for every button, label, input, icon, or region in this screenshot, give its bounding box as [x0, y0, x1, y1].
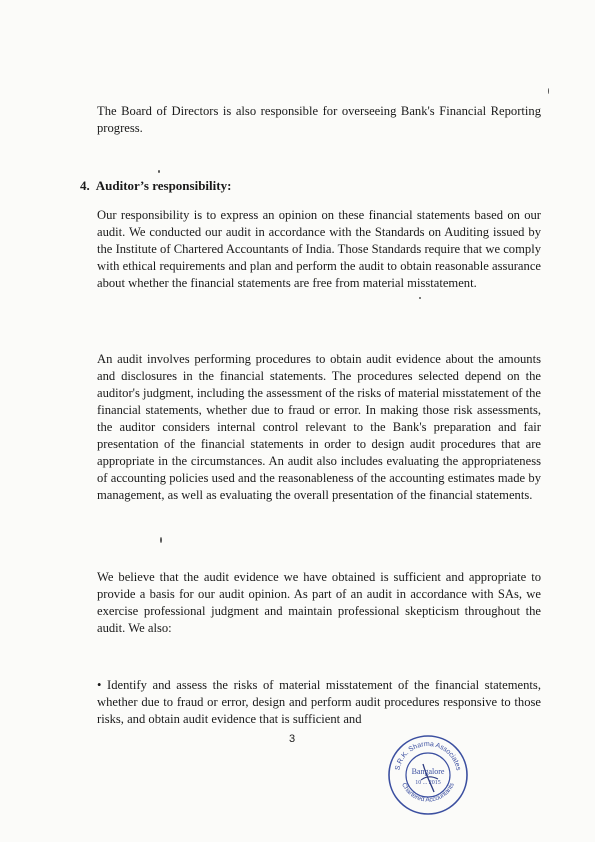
seal-ring-text: S.R.K. Sharma Associates	[394, 740, 462, 772]
bullet-text: Identify and assess the risks of material misstatement of the financial statements, whether due to fraud or error, design and perform audit procedures responsive to those risks, and obtain audit evidence that is sufficient and	[97, 678, 541, 726]
scan-speck	[160, 537, 162, 543]
seal-center-code: 10 ... 2015	[415, 780, 441, 786]
audit-evidence-paragraph: We believe that the audit evidence we have obtained is sufficient and appropriate to provide a basis for our audit opinion. As part of an audit in accordance with SAs, we exercise professional judgment and maintain professional skepticism throughout the audit. We also:	[97, 570, 541, 635]
seal-center-city: Bangalore	[411, 767, 445, 776]
scan-speck	[158, 170, 160, 173]
bullet-marker: •	[97, 678, 102, 692]
seal-bottom-text: Chartered Accountants	[400, 781, 456, 804]
section-title: Auditor’s responsibility:	[95, 178, 232, 193]
audit-procedures-paragraph: An audit involves performing procedures to obtain audit evidence about the amounts and disclosures in the financial statements. The procedures selected depend on the auditor's judgment, including the assessment of the risks of material misstatement of the financial statements, whether due to fraud or error. In making those risk assessments, the auditor considers internal control relevant to the Bank's preparation and fair presentation of the financial statements in order to design audit procedures that are appropriate in the circumstances. An audit also includes evaluating the appropriateness of accounting policies used and the reasonableness of the accounting estimates made by management, as well as evaluating the overall presentation of the financial statements.	[97, 352, 542, 502]
scan-speck	[548, 88, 549, 94]
scan-speck	[419, 297, 421, 299]
section-heading	[80, 178, 231, 194]
responsibility-paragraph: Our responsibility is to express an opinion on these financial statements based on our audit. We conducted our audit in accordance with the Standards on Auditing issued by the Institute of Chartered Accountants of India. Those Standards require that we comply with ethical requirements and plan and perform the audit to obtain reasonable assurance about whether the financial statements are free from material misstatement.	[97, 208, 541, 290]
bullet-item	[97, 677, 541, 728]
page-number: 3	[289, 733, 296, 745]
intro-paragraph: The Board of Directors is also responsible for overseeing Bank's Financial Reporting progress.	[97, 104, 541, 135]
seal-graphic	[387, 734, 469, 816]
firm-seal-stamp	[387, 734, 469, 816]
section-number: 4.	[80, 178, 90, 193]
